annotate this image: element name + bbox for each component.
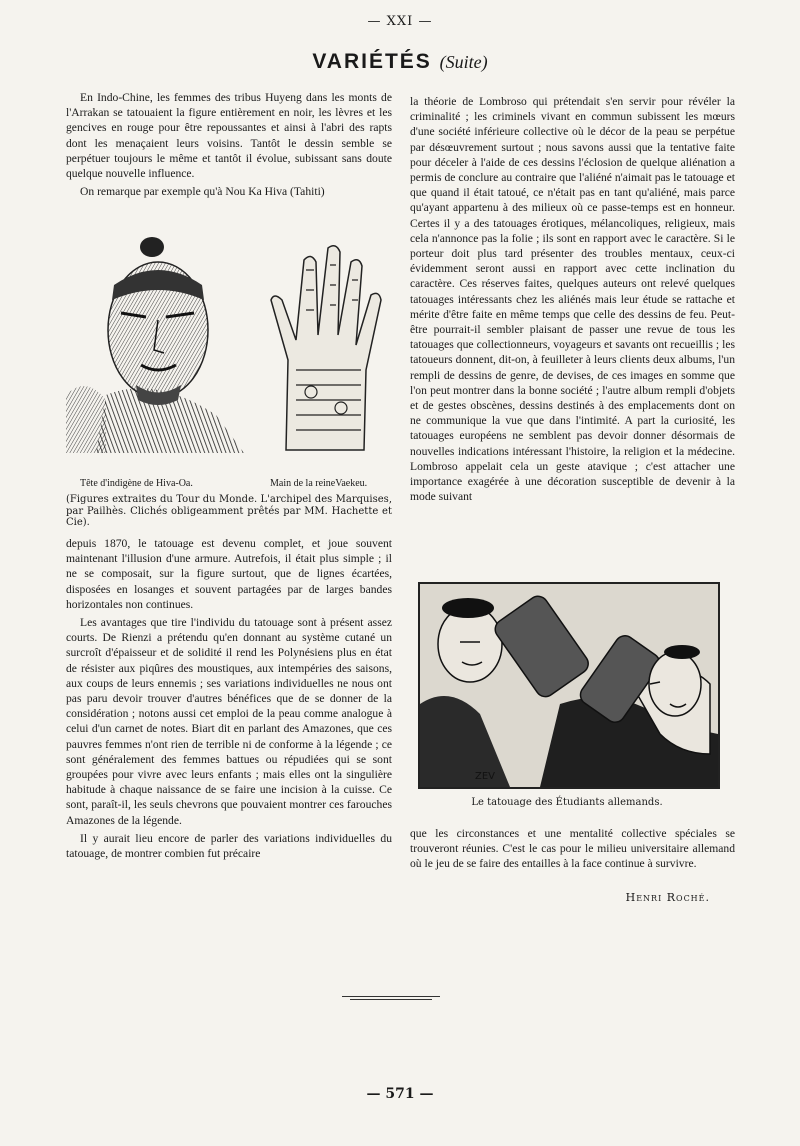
paragraph: Il y aurait lieu encore de parler des variations individuelles du tatouage, de montrer combien fut précaire [66,831,392,861]
paragraph: En Indo-Chine, les femmes des tribus Huyeng dans les monts de l'Arrakan se tatouaient la figure entièrement en noir, les lèvres et les gencives en rouge pour être repoussantes et ainsi à l'abri des rapts dont les menaçaient leurs voisins. Tantôt le dessin semble se perpétuer toujours le même et tantôt il évolue, subissant sans doute quelque nouvelle influence. [66,91,392,181]
divider-rule [342,996,440,997]
figure-caption-right: Main de la reineVaekeu. [270,478,368,489]
left-column-top [66,90,392,202]
cartoon-caption: Le tatouage des Étudiants allemands. [471,797,663,808]
author-signature: Henri Roché. [625,891,710,904]
section-title-text: VARIÉTÉS [312,50,432,73]
paragraph: On remarque par exemple qu'à Nou Ka Hiva (Tahiti) [80,185,325,199]
figure-credit: (Figures extraites du Tour du Monde. L'archipel des Marquises, par Pailhès. Clichés obligeamment prêtés par MM. Hachette et Cie). [66,494,392,528]
divider-rule [350,999,432,1000]
paragraph: Les avantages que tire l'individu du tatouage sont à présent assez courts. De Rienzi a prétendu qu'en donnant au système cutané un surcroît d'épaisseur et de solidité il rend les Polynésiens plus en état de résister aux piqûres des moustiques, aux intempéries des saisons, aux coups de leurs ennemis ; ses variations individuelles ne nous ont pas paru devoir trouver d'autres bénéfices que de se donner de la considération ; notons aussi cet emploi de la peau comme analogue à celui d'un carnet de notes. Biart dit en parlant des Amazones, que ces pauvres femmes n'ont rien de terrible ni de conforme à la légende ; ce sont généralement des femmes battues ou répudiées qui se sont groupées pour vivre avec leurs enfants ; mais elles ont la singulière habitude à chaque naissance de se faire une incision à la cuisse. Ce sont, paraît-il, les seuls chevrons que pouvaient montrer ces farouches Amazones de la légende. [66,616,392,827]
right-column-top [410,94,735,507]
right-column-bottom [410,826,735,875]
figures-row [66,225,396,475]
figure-caption-left: Tête d'indigène de Hiva-Oa. [80,478,193,489]
paragraph: depuis 1870, le tatouage est devenu complet, et joue souvent maintenant l'illusion d'une armure. Autrefois, il était plus simple ; il ne se composait, sur la figure surtout, que de lignes écartées, disposées en losanges et souvent partagées par de larges bandes horizontales non continues. [66,537,392,611]
students-drinking-drawing [420,584,718,787]
section-title-suite: (Suite) [439,52,488,72]
paragraph: que les circonstances et une mentalité collective spéciales se trouveront réunies. C'est le cas pour le milieu universitaire allemand où le jeu de se faire des entailles à la face continue à survivre. [410,827,735,871]
portrait-illustration [66,225,244,453]
cartoon-illustration [418,582,720,789]
section-title [0,50,800,74]
left-column-bottom [66,536,392,864]
page-number-bottom: — 571 — [366,1086,434,1102]
page-number-top: — XXI — [367,14,433,29]
cartoon-signature: ZEV [475,771,496,782]
tattooed-hand-illustration [266,240,391,455]
paragraph: la théorie de Lombroso qui prétendait s'en servir pour révéler la criminalité ; les criminels vivant en commun subissent les mœurs d'une société inférieure collective où le décor de la peau se perpétue par désœuvrement surtout ; nous savons aussi que la tentative faite pour déceler à l'aide de ces dessins l'éclosion de quelque aliénation a permis de conclure au contraire que l'aliéné n'aimait pas le tatouage et que quand il était tatoué, ce n'était pas en tant qu'aliéné, mais parce qu'ayant appartenu à des milieux où ce passe-temps est en honneur. Certes il y a des tatouages érotiques, mélancoliques, religieux, mais cela n'annonce pas la folie ; ils sont en rapport avec le caractère. Si le porteur doit plus tard présenter des troubles mentaux, ceux-ci évidemment seront aussi en rapport avec cette inclination du caractère. Ces réserves faites, quelques auteurs ont relevé quelques tatouages intéressants chez les aliénés mais leur étude se rattache et mérite d'être faite en même temps que celle des dessins de feu. Peut-être pourrait-il sembler plaisant de passer une revue de tous les tatouages que collectionneurs, voyageurs et savants ont recueillis ; les tatoueurs donnent, dit-on, à feuilleter à leurs clients deux albums, l'un rempli de dessins de genre, de devises, de ces images en somme que l'on peut montrer dans la bonne société ; l'autre album rempli d'objets et de gestes obscènes, dessins destinés à des emplacements dont on ne communique la vue que dans l'intimité. A part la curiosité, les tatouages européens ne semblent pas devoir donner désormais de nouvelles indications intéressant l'histoire, la religion et la médecine. Lombroso appelait cela un geste atavique ; c'est attacher une importance exagérée à une décoration susceptible de devenir à la mode suivant [410,95,735,504]
